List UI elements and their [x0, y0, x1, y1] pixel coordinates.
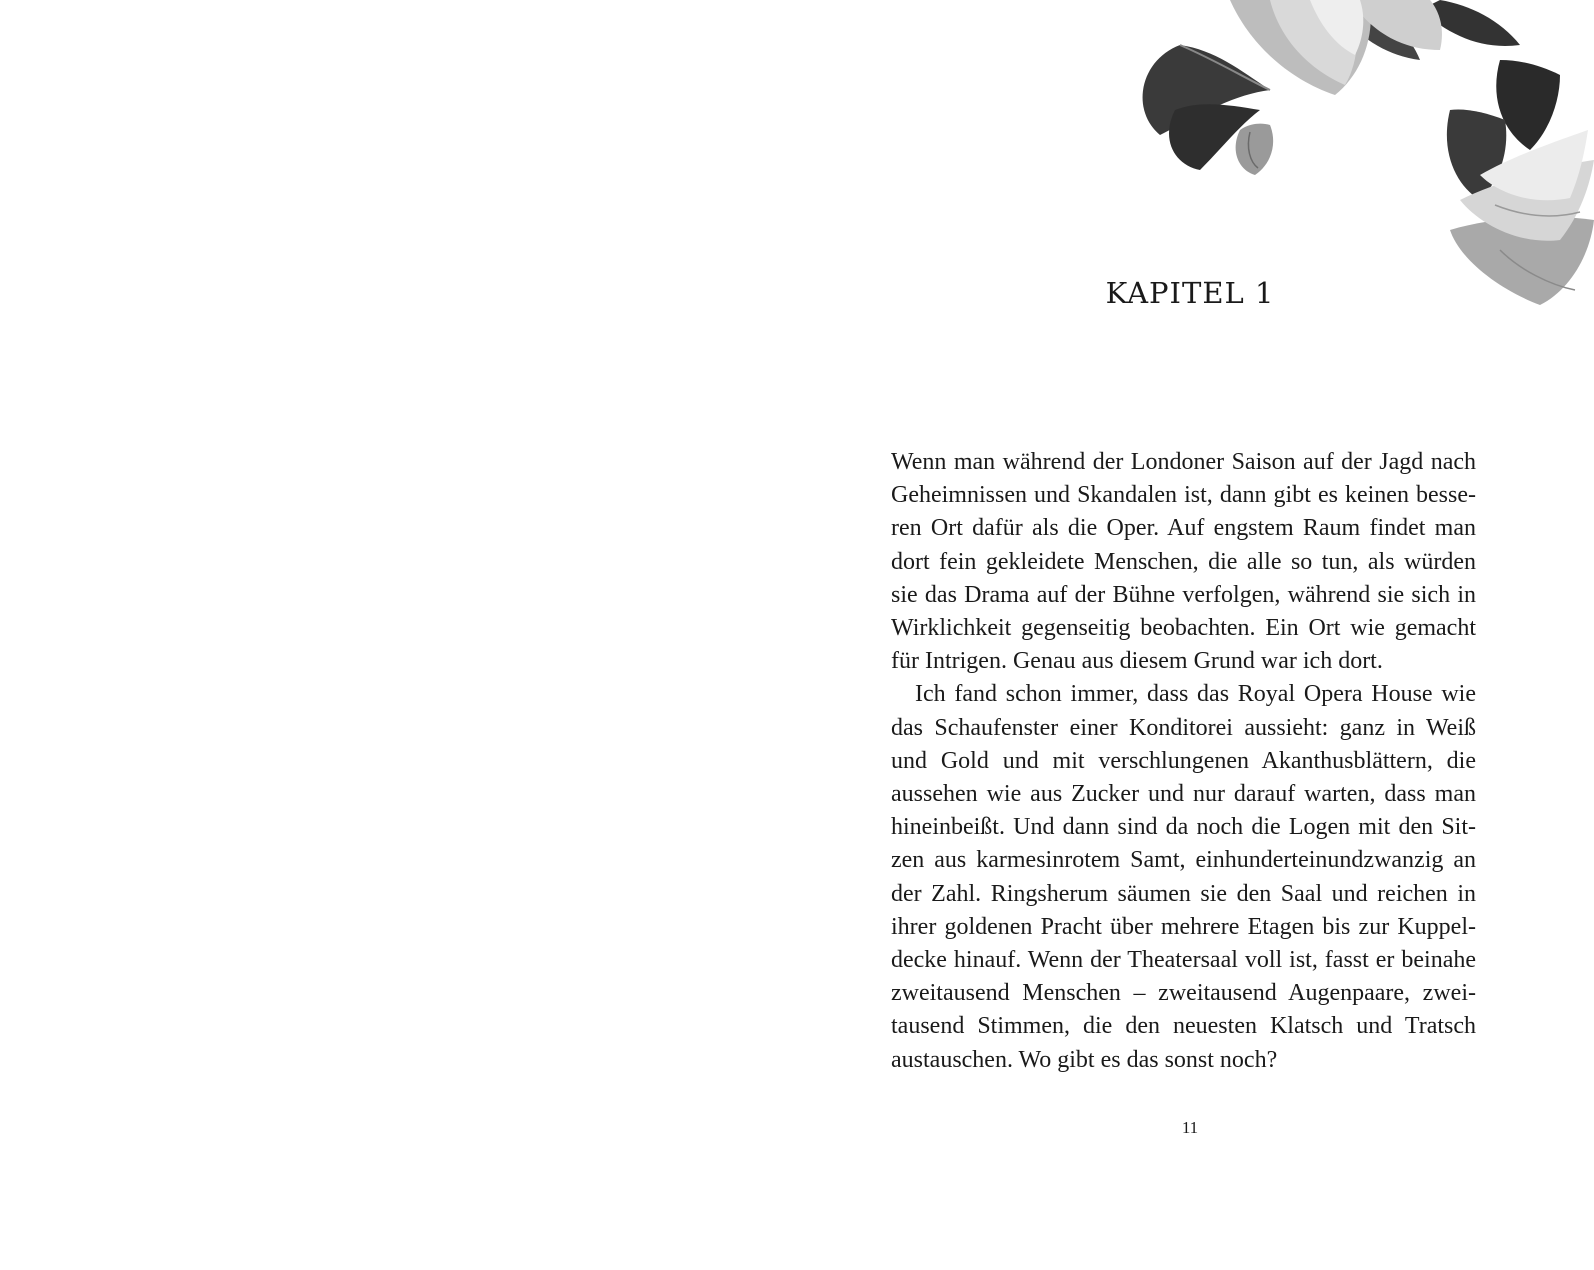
paragraph-2: Ich fand schon immer, dass das Royal Opera House wie das Schaufenster einer Konditorei aussieht: ganz in Weiß und Gold und mit verschlungenen Akanthusblättern, die aussehen wie aus Zucker und nur darauf warten, dass man hineinbeißt. Und dann sind da noch die Logen mit den Sitzen aus karmesinrotem Samt, einhunderteinundzwanzig an der Zahl. Ringsherum säumen sie den Saal und reichen in ihrer goldenen Pracht über mehrere Etagen bis zur Kuppeldecke hinauf. Wenn der Theatersaal voll ist, fasst er beinahe zweitausend Menschen – zweitausend Augenpaare, zweitausend Stimmen, die den neuesten Klatsch und Tratsch austauschen. Wo gibt es das sonst noch? [891, 681, 1476, 1073]
page-number: 11 [1181, 1118, 1199, 1137]
chapter-title: KAPITEL 1 [1105, 276, 1275, 310]
chapter-body [891, 446, 1476, 1077]
paragraph-1: Wenn man während der Londoner Saison auf der Jagd nach Geheimnissen und Skandalen ist, dann gibt es keinen besseren Ort dafür als die Oper. Auf engstem Raum findet man dort fein gekleidete Menschen, die alle so tun, als würden sie das Drama auf der Bühne verfolgen, während sie sich in Wirklichkeit gegenseitig beobachten. Ein Ort wie gemacht für Intrigen. Genau aus diesem Grund war ich dort. [891, 449, 1476, 675]
magnolia-illustration [1120, 0, 1594, 310]
